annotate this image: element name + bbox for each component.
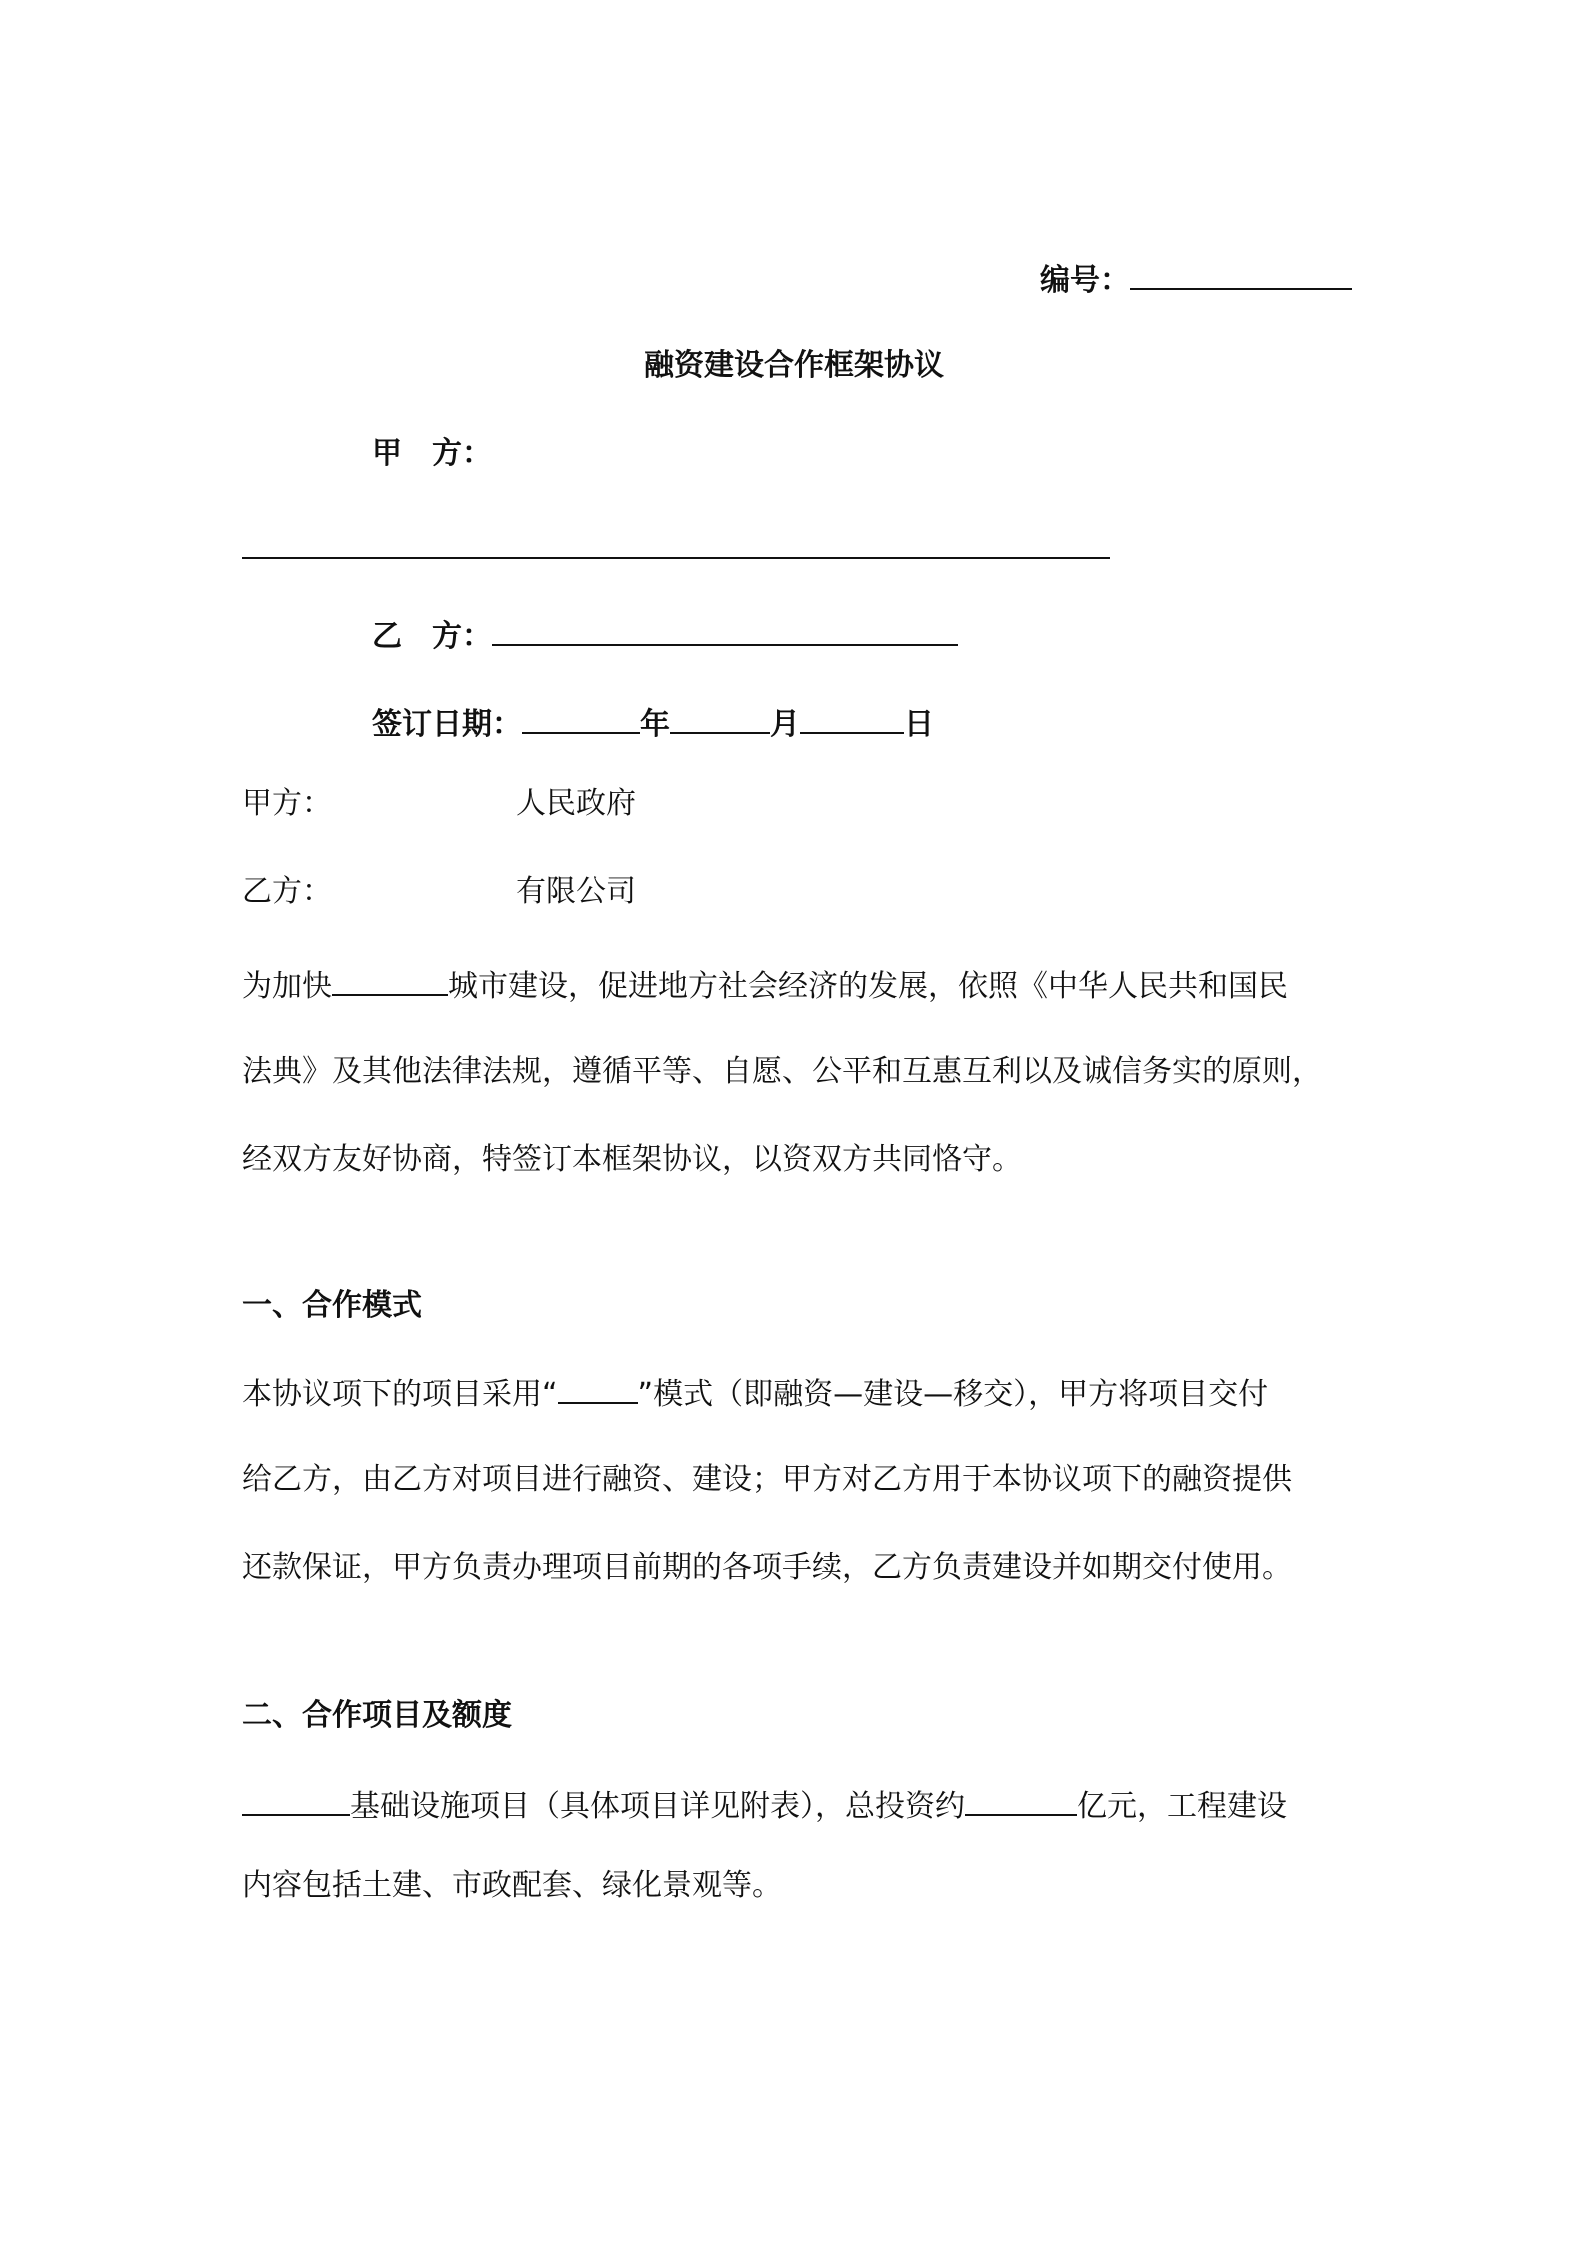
year-label: 年 [640, 707, 670, 742]
section-2-text: 基础设施项目（具体项目详见附表），总投资约 [350, 1789, 965, 1824]
number-blank [1130, 258, 1352, 290]
document-number [1040, 258, 1352, 301]
year-blank [522, 702, 640, 734]
number-label: 编号： [1040, 263, 1130, 298]
sign-date-row [372, 702, 934, 745]
month-label: 月 [770, 707, 800, 742]
section-2-line-2: 内容包括土建、市政配套、绿化景观等。 [242, 1868, 782, 1903]
amount-blank [965, 1784, 1077, 1816]
cover-party-a-label: 甲 方： [372, 436, 492, 471]
party-a-blank-line [242, 557, 1110, 559]
section-1-text: ”模式（即融资—建设—移交），甲方将项目交付 [637, 1377, 1269, 1412]
month-blank [670, 702, 770, 734]
section-1-line-1 [242, 1372, 1268, 1415]
section-1-line-2: 给乙方，由乙方对项目进行融资、建设；甲方对乙方用于本协议项下的融资提供 [242, 1462, 1292, 1497]
page-title: 融资建设合作框架协议 [644, 348, 944, 383]
intro-line-3: 经双方友好协商，特签订本框架协议，以资双方共同恪守。 [242, 1142, 1022, 1177]
cover-party-b-label: 乙 方： [372, 619, 492, 654]
section-1-line-3: 还款保证，甲方负责办理项目前期的各项手续，乙方负责建设并如期交付使用。 [242, 1550, 1292, 1585]
sign-date-label: 签订日期： [372, 707, 522, 742]
section-2-text: 亿元，工程建设 [1077, 1789, 1287, 1824]
section-2-line-1 [242, 1784, 1287, 1827]
day-blank [800, 702, 904, 734]
mode-blank [558, 1372, 638, 1404]
section-1-text: 本协议项下的项目采用“ [242, 1377, 558, 1412]
party-a-label: 甲方： [242, 786, 332, 821]
party-b-blank [492, 614, 958, 646]
intro-text: 城市建设，促进地方社会经济的发展，依照《中华人民共和国民 [448, 969, 1288, 1004]
intro-text: 为加快 [242, 969, 332, 1004]
party-b-name: 有限公司 [516, 874, 636, 909]
party-a-name: 人民政府 [516, 786, 636, 821]
day-label: 日 [904, 707, 934, 742]
project-blank [242, 1784, 350, 1816]
party-b-label: 乙方： [242, 874, 332, 909]
city-blank [332, 964, 448, 996]
intro-line-1 [242, 964, 1288, 1007]
cover-party-b-row [372, 614, 958, 657]
section-2-heading: 二、合作项目及额度 [242, 1698, 512, 1733]
section-1-heading: 一、合作模式 [242, 1288, 422, 1323]
intro-line-2: 法典》及其他法律法规，遵循平等、自愿、公平和互惠互利以及诚信务实的原则， [242, 1054, 1322, 1089]
